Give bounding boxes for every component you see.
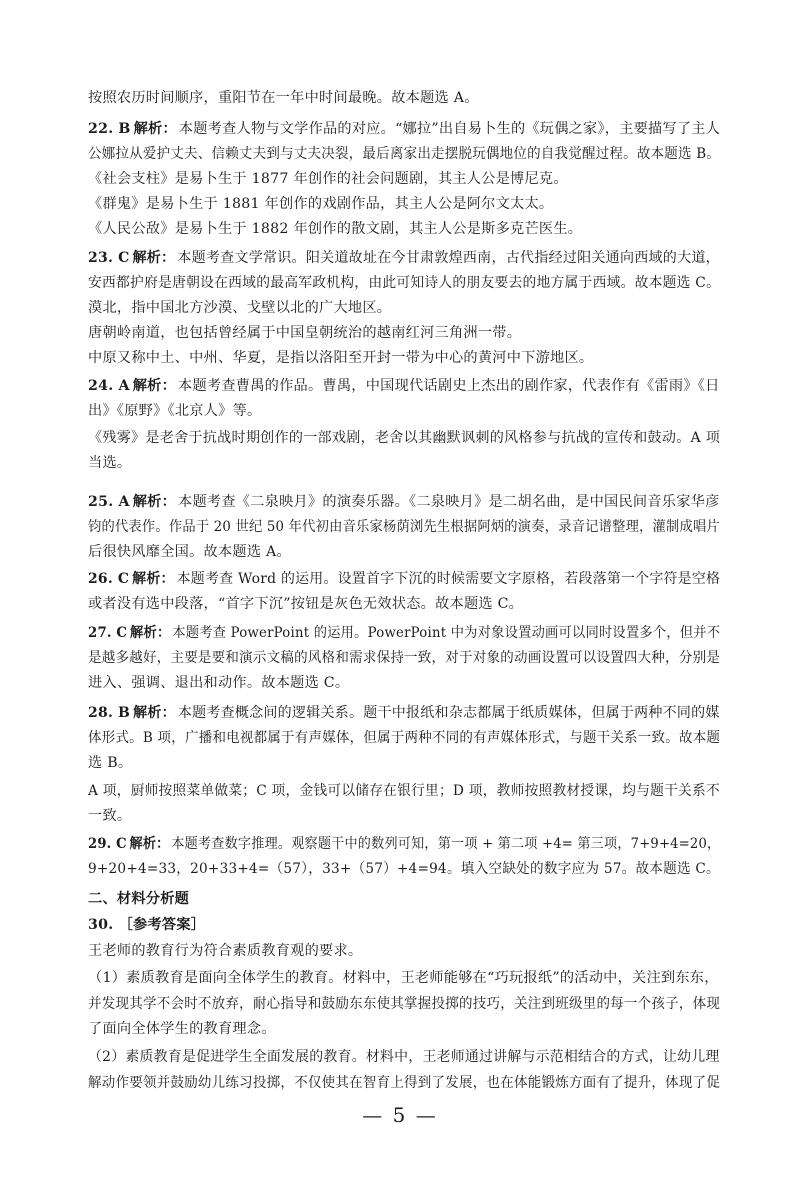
- question-number: 28.: [88, 705, 114, 721]
- text-line: 《群鬼》是易卜生于 1881 年创作的戏剧作品，其主人公是阿尔文太太。: [88, 196, 554, 212]
- answer-letter: C: [117, 571, 130, 587]
- answer-letter: A: [118, 378, 130, 394]
- page-number: — 5 —: [362, 1103, 438, 1127]
- answer-letter: B: [118, 121, 131, 137]
- answer-line-29: 29. C 解析： 本题考查数字推理。观察题干中的数列可知，第一项 + 第二项 +4= 第三项，7+9+4=20，: [88, 836, 721, 852]
- text-line: 唐朝岭南道，也包括曾经属于中国皇朝统治的越南红河三角洲一带。: [88, 325, 522, 341]
- text-line: （1）素质教育是面向全体学生的教育。材料中，王老师能够在“巧玩报纸”的活动中，关注到东东，: [88, 970, 719, 986]
- text-line: 按照农历时间顺序，重阳节在一年中时间最晚。故本题选 A。: [88, 90, 479, 106]
- analysis-label: 解析：: [132, 494, 177, 510]
- text-line: 《人民公敌》是易卜生于 1882 年创作的散文剧，其主人公是斯多克芒医生。: [88, 221, 583, 237]
- text-line: A 项，厨师按照菜单做菜；C 项，金钱可以储存在银行里；D 项，教师按照教材授课，均与题干关系不: [88, 783, 720, 799]
- answer-letter: C: [116, 836, 127, 852]
- question-number: 29.: [88, 836, 112, 852]
- answer-line-26: 26. C 解析： 本题考查 Word 的运用。设置首字下沉的时候需要文字原格，若段落第一个字符是空格: [88, 571, 721, 587]
- text-line: 当选。: [88, 455, 132, 471]
- analysis-label: 解析：: [132, 250, 176, 266]
- text-line: 王老师的教育行为符合素质教育观的要求。: [88, 943, 363, 959]
- text-line: 一致。: [88, 808, 132, 824]
- answer-line-25: 25. A 解析： 本题考查《二泉映月》的演奏乐器。《二泉映月》是二胡名曲，是中国民间音乐家华彦: [88, 494, 720, 510]
- text-line: 《社会支柱》是易卜生于 1877 年创作的社会问题剧，其主人公是博尼克。: [88, 171, 568, 187]
- text-line: 公娜拉从爱护丈夫、信赖丈夫到与丈夫决裂，最后离家出走摆脱玩偶地位的自我觉醒过程。故本题选 B。: [88, 146, 721, 162]
- answer-line-28: 28. B 解析： 本题考查概念间的逻辑关系。题干中报纸和杂志都属于纸质媒体，但属于两种不同的媒: [88, 705, 720, 721]
- text-line: 了面向全体学生的教育理念。: [88, 1021, 276, 1037]
- analysis-label: 解析：: [129, 836, 170, 852]
- question-number: 24.: [88, 378, 114, 394]
- text-line: 体形式。B 项，广播和电视都属于有声媒体，但属于两种不同的有声媒体形式，与题干关系一致。故本题: [88, 730, 721, 746]
- text-line: 9+20+4=33，20+33+4=（57），33+（57）+4=94。填入空缺处的数字应为 57。故本题选 C。: [88, 861, 720, 877]
- answer-line-27: 27. C 解析： 本题考查 PowerPoint 的运用。PowerPoint 中为对象设置动画可以同时设置多个，但并不: [88, 625, 721, 641]
- answer-line-24: 24. A 解析： 本题考查曹禺的作品。曹禺，中国现代话剧史上杰出的剧作家，代表作有《雷雨》《日: [88, 378, 720, 394]
- text-line: 《残雾》是老舍于抗战时期创作的一部戏剧，老舍以其幽默讽刺的风格参与抗战的宣传和鼓动。A 项: [88, 430, 721, 446]
- answer-letter: B: [118, 705, 131, 721]
- analysis-label: 解析：: [129, 625, 171, 641]
- text-line: 选 B。: [88, 755, 133, 771]
- text-line: 后很快风靡全国。故本题选 A。: [88, 544, 291, 560]
- analysis-label: 解析：: [133, 705, 176, 721]
- section-heading: 二、材料分析题: [88, 891, 190, 907]
- question-number: 22.: [88, 121, 114, 137]
- answer-line-23: 23. C 解析： 本题考查文学常识。阳关道故址在今甘肃敦煌西南，古代指经过阳关通向西域的大道，: [88, 250, 720, 266]
- text-line: 解动作要领并鼓励幼儿练习投掷，不仅使其在智育上得到了发展，也在体能锻炼方面有了提升，体现了促: [88, 1075, 721, 1091]
- text-line: 并发现其学不会时不放弃，耐心指导和鼓励东东使其掌握投掷的技巧，关注到班级里的每一个孩子，体现: [88, 996, 721, 1012]
- answer-letter: A: [118, 494, 130, 510]
- analysis-label: 解析：: [132, 378, 177, 394]
- text-line: 安西都护府是唐朝设在西域的最高军政机构，由此可知诗人的朋友要去的地方属于西域。故本题选 C。: [88, 275, 721, 291]
- text-line: 出》《原野》《北京人》等。: [88, 403, 262, 419]
- question-number: 26.: [88, 571, 113, 587]
- analysis-label: 解析：: [133, 121, 177, 137]
- question-number: 27.: [88, 625, 112, 641]
- answer-letter: C: [116, 625, 128, 641]
- analysis-label: 解析：: [132, 571, 175, 587]
- text-line: 是越多越好，主要是要和演示文稿的风格和需求保持一致，对于对象的动画设置可以设置四大种，分别是: [88, 650, 721, 666]
- reference-answer-heading: 30. ［参考答案］: [88, 917, 206, 933]
- text-line: 或者没有选中段落，“首字下沉”按钮是灰色无效状态。故本题选 C。: [88, 596, 524, 612]
- text-line: （2）素质教育是促进学生全面发展的教育。材料中，王老师通过讲解与示范相结合的方式，让幼儿理: [88, 1049, 720, 1065]
- answer-letter: C: [118, 250, 130, 266]
- question-number: 25.: [88, 494, 114, 510]
- text-line: 中原又称中土、中州、华夏，是指以洛阳至开封一带为中心的黄河中下游地区。: [88, 350, 594, 366]
- answer-line-22: 22. B 解析： 本题考查人物与文学作品的对应。“娜拉”出自易卜生的《玩偶之家》，主要描写了主人: [88, 121, 721, 137]
- text-line: 漠北，指中国北方沙漠、戈壁以北的广大地区。: [88, 300, 392, 316]
- text-line: 进入、强调、退出和动作。故本题选 C。: [88, 675, 350, 691]
- question-number: 23.: [88, 250, 114, 266]
- text-line: 钧的代表作。作品于 20 世纪 50 年代初由音乐家杨荫浏先生根据阿炳的演奏，录音记谱整理，灌制成唱片: [88, 519, 720, 535]
